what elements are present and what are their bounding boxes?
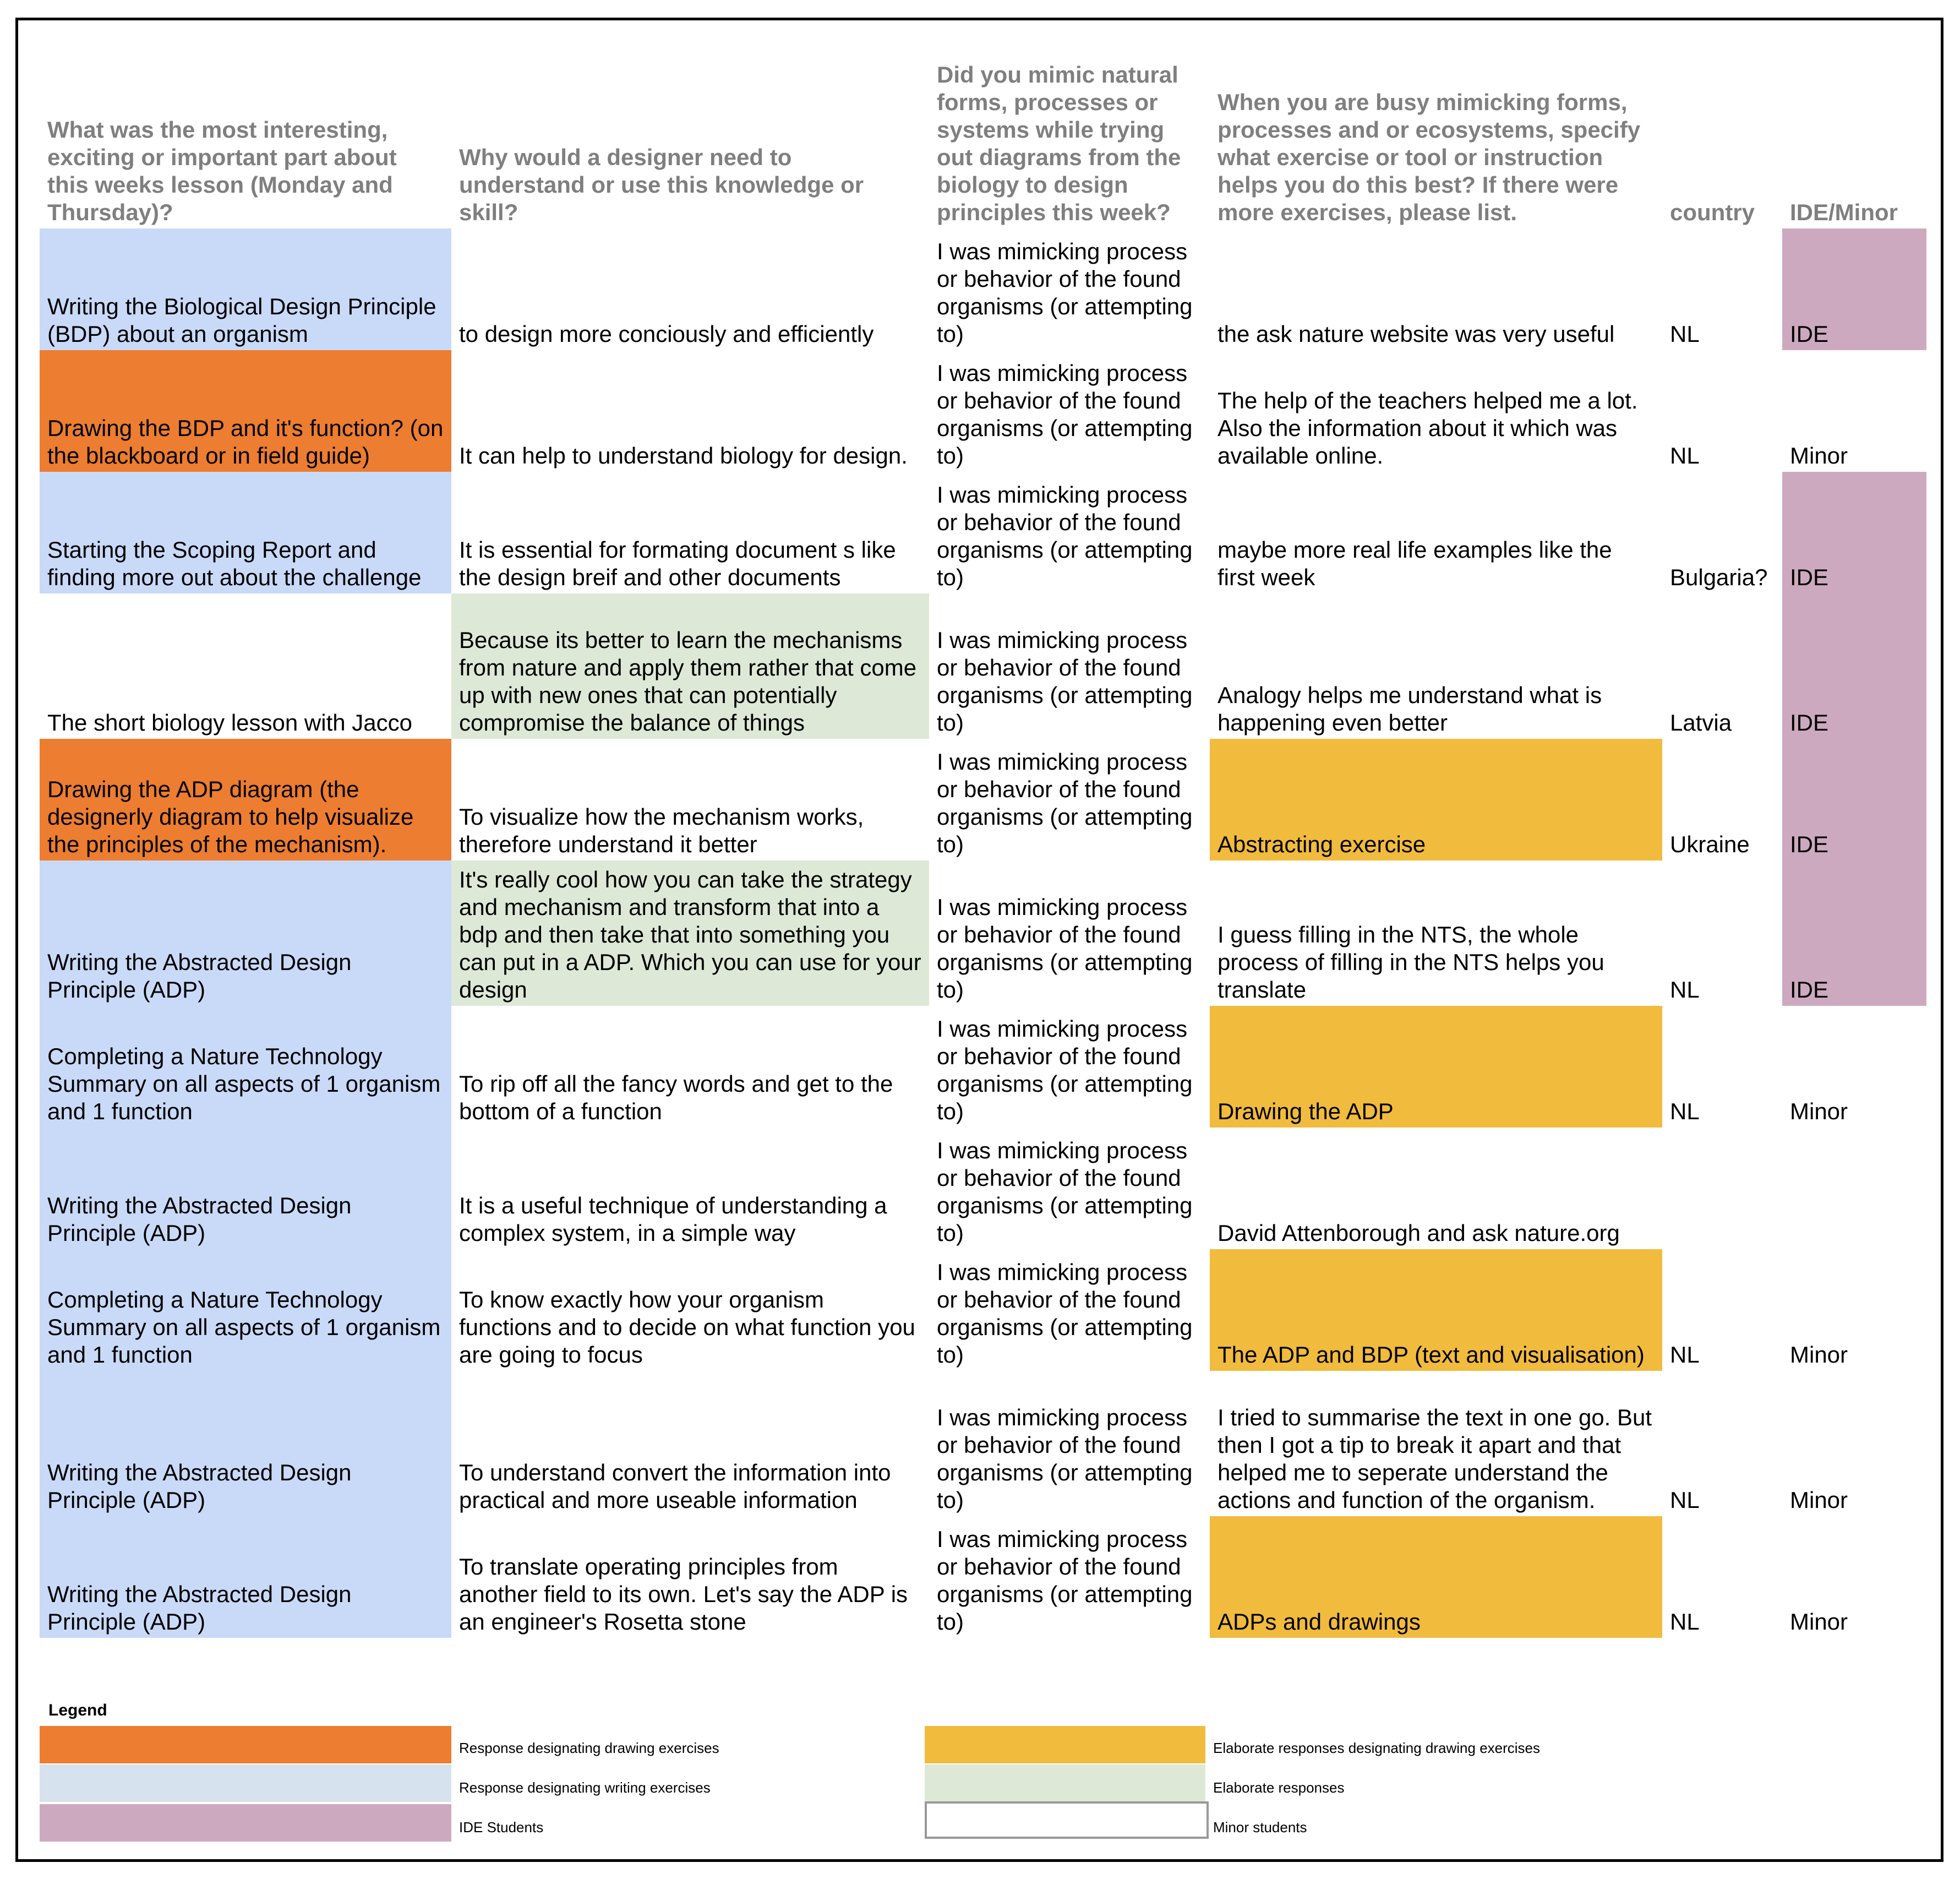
cell-country: NL bbox=[1670, 321, 1700, 347]
cell-country: Bulgaria? bbox=[1670, 564, 1768, 590]
cell-why: To understand convert the information into practical and more useable information bbox=[459, 1459, 891, 1513]
cell-group: Minor bbox=[1790, 1098, 1848, 1124]
cell-group: IDE bbox=[1782, 228, 1926, 350]
cell-mimic: I was mimicking process or behavior of the found organisms (or attempting to) bbox=[937, 749, 1193, 857]
cell-tool: The help of the teachers helped me a lot. Also the information about it which was available online. bbox=[1218, 388, 1638, 469]
cell-group bbox=[1782, 1128, 1926, 1249]
legend-swatch-minor bbox=[925, 1801, 1209, 1839]
cell-group: IDE bbox=[1782, 860, 1926, 1006]
cell-interesting: Drawing the ADP diagram (the designerly diagram to help visualize the principles of the mechanism). bbox=[40, 739, 451, 860]
legend-label-elaborate: Elaborate responses bbox=[1213, 1779, 1345, 1796]
cell-tool: maybe more real life examples like the first week bbox=[1218, 537, 1612, 590]
cell-tool: Abstracting exercise bbox=[1210, 739, 1662, 860]
cell-why: to design more conciously and efficiently bbox=[459, 321, 874, 347]
cell-why: It is essential for formating document s like the design breif and other documents bbox=[459, 537, 896, 590]
legend-swatch-writing bbox=[40, 1764, 451, 1802]
cell-tool: Drawing the ADP bbox=[1210, 1006, 1662, 1128]
cell-why: To rip off all the fancy words and get to the bottom of a function bbox=[459, 1071, 893, 1124]
cell-tool: The ADP and BDP (text and visualisation) bbox=[1210, 1249, 1662, 1371]
cell-country: Ukraine bbox=[1670, 831, 1750, 857]
header-tool: When you are busy mimicking forms, processes and or ecosystems, specify what exercise or tool or instruction helps you do this best? If there were more exercises, please list. bbox=[1218, 89, 1641, 225]
cell-interesting: Writing the Abstracted Design Principle (ADP) bbox=[40, 1128, 451, 1249]
header-interesting: What was the most interesting, exciting or important part about this weeks lesson (Monday and Thursday)? bbox=[47, 117, 397, 225]
cell-why: To translate operating principles from another field to its own. Let's say the ADP is an engineer's Rosetta stone bbox=[459, 1554, 908, 1635]
legend-swatch-elaborate-drawing bbox=[925, 1726, 1205, 1763]
cell-mimic: I was mimicking process or behavior of the found organisms (or attempting to) bbox=[937, 1016, 1193, 1124]
cell-country: NL bbox=[1670, 1487, 1700, 1513]
legend-label-elaborate-drawing: Elaborate responses designating drawing exercises bbox=[1213, 1740, 1541, 1756]
header-mimic: Did you mimic natural forms, processes or systems while trying out diagrams from the biology to design principles this week? bbox=[937, 62, 1181, 225]
cell-tool: ADPs and drawings bbox=[1210, 1516, 1662, 1638]
legend-swatch-ide bbox=[40, 1804, 451, 1842]
legend-title: Legend bbox=[48, 1701, 107, 1719]
cell-group: Minor bbox=[1790, 443, 1848, 469]
cell-tool: the ask nature website was very useful bbox=[1218, 321, 1615, 347]
cell-why: It's really cool how you can take the strategy and mechanism and transform that into a bdp and then take that into something you can put in a ADP. Which you can use for your design bbox=[451, 860, 929, 1006]
cell-group: Minor bbox=[1790, 1342, 1848, 1368]
cell-interesting: Drawing the BDP and it's function? (on the blackboard or in field guide) bbox=[40, 350, 451, 472]
cell-mimic: I was mimicking process or behavior of the found organisms (or attempting to) bbox=[937, 1137, 1193, 1246]
cell-group: IDE bbox=[1782, 472, 1926, 593]
cell-country: NL bbox=[1670, 1098, 1700, 1124]
cell-tool: I guess filling in the NTS, the whole process of filling in the NTS helps you translate bbox=[1218, 922, 1604, 1003]
cell-interesting: Writing the Biological Design Principle (BDP) about an organism bbox=[40, 228, 451, 350]
cell-mimic: I was mimicking process or behavior of the found organisms (or attempting to) bbox=[937, 627, 1193, 736]
cell-tool: Analogy helps me understand what is happening even better bbox=[1218, 682, 1602, 736]
cell-country: NL bbox=[1670, 1609, 1700, 1635]
header-why: Why would a designer need to understand or use this knowledge or skill? bbox=[459, 144, 864, 225]
cell-group: IDE bbox=[1782, 739, 1926, 860]
legend-swatch-elaborate bbox=[925, 1764, 1205, 1802]
cell-country: Latvia bbox=[1670, 710, 1732, 736]
cell-why: To know exactly how your organism functions and to decide on what function you are going to focus bbox=[459, 1287, 915, 1368]
cell-interesting: The short biology lesson with Jacco bbox=[47, 710, 412, 736]
cell-mimic: I was mimicking process or behavior of the found organisms (or attempting to) bbox=[937, 238, 1193, 347]
cell-mimic: I was mimicking process or behavior of the found organisms (or attempting to) bbox=[937, 894, 1193, 1003]
legend-swatch-drawing bbox=[40, 1726, 451, 1763]
cell-mimic: I was mimicking process or behavior of the found organisms (or attempting to) bbox=[937, 1259, 1193, 1368]
legend-label-writing: Response designating writing exercises bbox=[459, 1779, 711, 1796]
header-country: country bbox=[1670, 199, 1755, 225]
cell-tool: David Attenborough and ask nature.org bbox=[1218, 1220, 1620, 1246]
cell-tool: I tried to summarise the text in one go. But then I got a tip to break it apart and that helped me to seperate understand the actions and function of the organism. bbox=[1218, 1404, 1652, 1513]
cell-group: IDE bbox=[1782, 593, 1926, 739]
cell-why: To visualize how the mechanism works, therefore understand it better bbox=[459, 804, 864, 857]
cell-mimic: I was mimicking process or behavior of the found organisms (or attempting to) bbox=[937, 1526, 1193, 1635]
cell-interesting: Writing the Abstracted Design Principle (ADP) bbox=[40, 1371, 451, 1516]
legend-label-minor: Minor students bbox=[1213, 1819, 1307, 1836]
cell-mimic: I was mimicking process or behavior of the found organisms (or attempting to) bbox=[937, 360, 1193, 469]
cell-country: NL bbox=[1670, 443, 1700, 469]
cell-interesting: Completing a Nature Technology Summary on all aspects of 1 organism and 1 function bbox=[40, 1249, 451, 1371]
survey-table bbox=[40, 52, 1926, 1638]
cell-interesting: Completing a Nature Technology Summary on all aspects of 1 organism and 1 function bbox=[40, 1006, 451, 1128]
cell-country bbox=[1662, 1128, 1782, 1249]
cell-mimic: I was mimicking process or behavior of the found organisms (or attempting to) bbox=[937, 482, 1193, 590]
cell-group: Minor bbox=[1790, 1609, 1848, 1635]
cell-country: NL bbox=[1670, 977, 1700, 1003]
cell-why: It is a useful technique of understanding a complex system, in a simple way bbox=[459, 1192, 887, 1246]
cell-interesting: Starting the Scoping Report and finding more out about the challenge bbox=[40, 472, 451, 593]
cell-why: It can help to understand biology for design. bbox=[459, 443, 908, 469]
header-group: IDE/Minor bbox=[1790, 199, 1898, 225]
cell-mimic: I was mimicking process or behavior of the found organisms (or attempting to) bbox=[937, 1404, 1193, 1513]
cell-country: NL bbox=[1670, 1342, 1700, 1368]
legend-label-ide: IDE Students bbox=[459, 1819, 544, 1836]
cell-interesting: Writing the Abstracted Design Principle (ADP) bbox=[40, 860, 451, 1006]
cell-why: Because its better to learn the mechanisms from nature and apply them rather that come up with new ones that can potentially compromise the balance of things bbox=[451, 593, 929, 739]
cell-interesting: Writing the Abstracted Design Principle (ADP) bbox=[40, 1516, 451, 1638]
cell-group: Minor bbox=[1790, 1487, 1848, 1513]
legend-label-drawing: Response designating drawing exercises bbox=[459, 1740, 719, 1756]
